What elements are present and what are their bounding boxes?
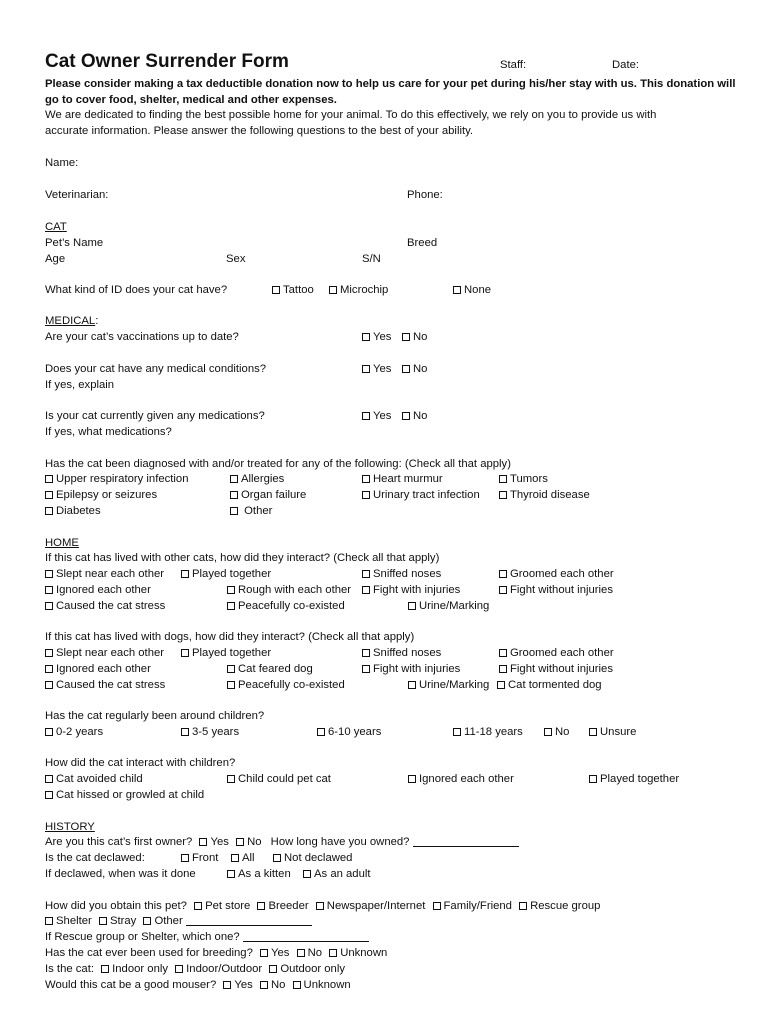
id-option-none[interactable]: None (453, 283, 491, 297)
checkbox-icon[interactable] (329, 949, 337, 957)
diag-option[interactable]: Upper respiratory infection (45, 472, 189, 486)
checkbox-icon[interactable] (45, 602, 53, 610)
cats-option[interactable]: Ignored each other (45, 583, 151, 597)
location-row (45, 962, 345, 976)
medical-section-heading: MEDICAL: (45, 315, 99, 327)
checkbox-icon[interactable] (231, 854, 239, 862)
checkbox-icon[interactable] (453, 728, 461, 736)
checkbox-icon[interactable] (362, 491, 370, 499)
form-title: Cat Owner Surrender Form (45, 51, 289, 72)
checkbox-icon[interactable] (45, 917, 53, 925)
age-label: Age (45, 253, 66, 265)
cats-option[interactable]: Sniffed noses (362, 567, 441, 581)
checkbox-icon[interactable] (257, 902, 265, 910)
checkbox-icon[interactable] (362, 412, 370, 420)
dogs-option[interactable]: Fight without injuries (499, 662, 613, 676)
checkbox-icon[interactable] (273, 854, 281, 862)
checkbox-icon[interactable] (589, 728, 597, 736)
dogs-option[interactable]: Groomed each other (499, 646, 614, 660)
checkbox-icon[interactable] (45, 570, 53, 578)
checkbox-icon[interactable] (499, 665, 507, 673)
dogs-option[interactable]: Sniffed noses (362, 646, 441, 660)
checkbox-icon[interactable] (453, 286, 461, 294)
checkbox-icon[interactable] (45, 586, 53, 594)
declawed-option[interactable]: Not declawed (273, 851, 352, 865)
children-option[interactable]: 3-5 years (181, 725, 239, 739)
obtain-option[interactable]: Breeder (268, 900, 309, 912)
interact-option[interactable]: Cat avoided child (45, 772, 143, 786)
mouser-no[interactable]: No (270, 979, 286, 991)
obtain-option[interactable]: Shelter (56, 915, 92, 927)
breed-label: Breed (407, 237, 438, 249)
checkbox-icon[interactable] (143, 917, 151, 925)
name-label: Name: (45, 157, 79, 169)
sex-label: Sex (226, 253, 246, 265)
checkbox-icon[interactable] (230, 475, 238, 483)
checkbox-icon[interactable] (45, 728, 53, 736)
obtain-option[interactable]: Newspaper/Internet (326, 900, 426, 912)
obtain-pet-row2 (45, 914, 312, 928)
checkbox-icon[interactable] (499, 491, 507, 499)
checkbox-icon[interactable] (303, 870, 311, 878)
diag-option[interactable]: Diabetes (45, 504, 101, 518)
declawed-question: Is the cat declawed: (45, 852, 145, 864)
first-owner-row (45, 835, 519, 849)
checkbox-icon[interactable] (45, 649, 53, 657)
how-long-label: How long have you owned? (270, 836, 410, 848)
checkbox-icon[interactable] (260, 981, 268, 989)
phone-label: Phone: (407, 189, 443, 201)
cats-interaction-question: If this cat has lived with other cats, how did they interact? (Check all that apply) (45, 552, 440, 564)
conditions-explain-label: If yes, explain (45, 379, 115, 391)
checkbox-icon[interactable] (269, 965, 277, 973)
diag-option[interactable]: Tumors (499, 472, 548, 486)
dogs-option[interactable]: Fight with injuries (362, 662, 460, 676)
checkbox-icon[interactable] (45, 681, 53, 689)
diag-option[interactable]: Epilepsy or seizures (45, 488, 157, 502)
donation-notice-line2: go to cover food, shelter, medical and other expenses. (45, 94, 337, 106)
checkbox-icon[interactable] (45, 665, 53, 673)
cats-option[interactable]: Played together (181, 567, 271, 581)
cats-option[interactable]: Groomed each other (499, 567, 614, 581)
location-option[interactable]: Indoor only (112, 963, 169, 975)
veterinarian-label: Veterinarian: (45, 189, 109, 201)
how-long-input[interactable] (413, 835, 519, 847)
mouser-yes[interactable]: Yes (234, 979, 253, 991)
checkbox-icon[interactable] (329, 286, 337, 294)
checkbox-icon[interactable] (362, 365, 370, 373)
breeding-question: Has the cat ever been used for breeding? (45, 947, 253, 959)
checkbox-icon[interactable] (227, 870, 235, 878)
intro-line3: We are dedicated to finding the best possible home for your animal. To do this effectively, we rely on you to provide us with (45, 109, 657, 121)
diag-option[interactable]: Organ failure (230, 488, 306, 502)
donation-notice-line1: Please consider making a tax deductible donation now to help us care for your pet during his/her stay with us. This donation will (45, 78, 736, 90)
diag-option[interactable]: Allergies (230, 472, 284, 486)
cats-option[interactable]: Rough with each other (227, 583, 351, 597)
checkbox-icon[interactable] (45, 507, 53, 515)
checkbox-icon[interactable] (408, 602, 416, 610)
checkbox-icon[interactable] (181, 649, 189, 657)
children-option[interactable]: Unsure (589, 725, 636, 739)
checkbox-icon[interactable] (497, 681, 505, 689)
children-option[interactable]: 6-10 years (317, 725, 381, 739)
rescue-row (45, 930, 369, 944)
breeding-unknown[interactable]: Unknown (340, 947, 388, 959)
id-option-microchip[interactable]: Microchip (329, 283, 388, 297)
first-owner-no[interactable]: No (247, 836, 262, 848)
interact-option[interactable]: Child could pet cat (227, 772, 331, 786)
checkbox-icon[interactable] (227, 665, 235, 673)
sn-label: S/N (362, 253, 381, 265)
checkbox-icon[interactable] (293, 981, 301, 989)
cats-option[interactable]: Slept near each other (45, 567, 164, 581)
dogs-option[interactable]: Cat feared dog (227, 662, 313, 676)
breeding-yes[interactable]: Yes (271, 947, 290, 959)
history-section-heading: HISTORY (45, 821, 95, 833)
location-option[interactable]: Indoor/Outdoor (186, 963, 263, 975)
children-option[interactable]: No (544, 725, 569, 739)
breeding-no[interactable]: No (307, 947, 323, 959)
conditions-no[interactable]: No (402, 362, 427, 376)
medications-yes[interactable]: Yes (362, 409, 391, 423)
interact-option[interactable]: Ignored each other (408, 772, 514, 786)
mouser-question: Would this cat be a good mouser? (45, 979, 217, 991)
dogs-option[interactable]: Urine/Marking (408, 678, 489, 692)
checkbox-icon[interactable] (227, 681, 235, 689)
checkbox-icon[interactable] (260, 949, 268, 957)
diag-option[interactable]: Other (230, 504, 272, 518)
first-owner-yes[interactable]: Yes (210, 836, 229, 848)
declawed-option[interactable]: All (231, 851, 255, 865)
cats-option[interactable]: Peacefully co-existed (227, 599, 345, 613)
checkbox-icon[interactable] (223, 981, 231, 989)
checkbox-icon[interactable] (544, 728, 552, 736)
other-input[interactable] (186, 914, 312, 926)
checkbox-icon[interactable] (272, 286, 280, 294)
checkbox-icon[interactable] (45, 791, 53, 799)
obtain-option[interactable]: Pet store (205, 900, 251, 912)
checkbox-icon[interactable] (402, 412, 410, 420)
first-owner-question: Are you this cat’s first owner? (45, 836, 193, 848)
checkbox-icon[interactable] (236, 838, 244, 846)
intro-line4: accurate information. Please answer the following questions to the best of your ability. (45, 125, 474, 137)
checkbox-icon[interactable] (199, 838, 207, 846)
checkbox-icon[interactable] (181, 570, 189, 578)
checkbox-icon[interactable] (316, 902, 324, 910)
cats-option[interactable]: Caused the cat stress (45, 599, 165, 613)
checkbox-icon[interactable] (362, 586, 370, 594)
staff-label: Staff: (500, 59, 527, 71)
checkbox-icon[interactable] (362, 570, 370, 578)
checkbox-icon[interactable] (181, 854, 189, 862)
children-option[interactable]: 11-18 years (453, 725, 523, 739)
checkbox-icon[interactable] (181, 728, 189, 736)
obtain-option[interactable]: Stray (109, 915, 137, 927)
cats-option[interactable]: Fight with injuries (362, 583, 460, 597)
when-option[interactable]: As a kitten (227, 867, 291, 881)
checkbox-icon[interactable] (589, 775, 597, 783)
vaccinations-no[interactable]: No (402, 330, 427, 344)
checkbox-icon[interactable] (227, 586, 235, 594)
id-question: What kind of ID does your cat have? (45, 284, 228, 296)
checkbox-icon[interactable] (408, 681, 416, 689)
checkbox-icon[interactable] (499, 586, 507, 594)
dogs-option[interactable]: Peacefully co-existed (227, 678, 345, 692)
obtain-option[interactable]: Rescue group (530, 900, 601, 912)
dogs-option[interactable]: Slept near each other (45, 646, 164, 660)
when-declawed-question: If declawed, when was it done (45, 868, 196, 880)
checkbox-icon[interactable] (297, 949, 305, 957)
location-question: Is the cat: (45, 963, 94, 975)
checkbox-icon[interactable] (362, 333, 370, 341)
checkbox-icon[interactable] (101, 965, 109, 973)
checkbox-icon[interactable] (362, 649, 370, 657)
location-option[interactable]: Outdoor only (280, 963, 345, 975)
date-label: Date: (612, 59, 640, 71)
diag-option[interactable]: Urinary tract infection (362, 488, 480, 502)
medications-explain-label: If yes, what medications? (45, 426, 172, 438)
checkbox-icon[interactable] (45, 475, 53, 483)
declawed-option[interactable]: Front (181, 851, 218, 865)
checkbox-icon[interactable] (227, 602, 235, 610)
pet-name-label: Pet’s Name (45, 237, 104, 249)
checkbox-icon[interactable] (317, 728, 325, 736)
interact-option[interactable]: Cat hissed or growled at child (45, 788, 204, 802)
checkbox-icon[interactable] (499, 570, 507, 578)
conditions-yes[interactable]: Yes (362, 362, 391, 376)
rescue-input[interactable] (243, 930, 369, 942)
when-option[interactable]: As an adult (303, 867, 371, 881)
conditions-question: Does your cat have any medical conditions? (45, 363, 267, 375)
children-option[interactable]: 0-2 years (45, 725, 103, 739)
diag-option[interactable]: Heart murmur (362, 472, 443, 486)
breeding-row (45, 946, 387, 960)
id-option-tattoo[interactable]: Tattoo (272, 283, 314, 297)
interact-option[interactable]: Played together (589, 772, 679, 786)
dogs-option[interactable]: Ignored each other (45, 662, 151, 676)
checkbox-icon[interactable] (99, 917, 107, 925)
vaccinations-yes[interactable]: Yes (362, 330, 391, 344)
medications-question: Is your cat currently given any medications? (45, 410, 265, 422)
checkbox-icon[interactable] (45, 491, 53, 499)
checkbox-icon[interactable] (227, 775, 235, 783)
vaccinations-question: Are your cat’s vaccinations up to date? (45, 331, 239, 343)
medications-no[interactable]: No (402, 409, 427, 423)
mouser-row (45, 978, 351, 992)
checkbox-icon[interactable] (433, 902, 441, 910)
checkbox-icon[interactable] (230, 491, 238, 499)
checkbox-icon[interactable] (402, 333, 410, 341)
checkbox-icon[interactable] (499, 649, 507, 657)
checkbox-icon[interactable] (519, 902, 527, 910)
checkbox-icon[interactable] (499, 475, 507, 483)
checkbox-icon[interactable] (362, 665, 370, 673)
obtain-option[interactable]: Other (154, 915, 183, 927)
diag-option[interactable]: Thyroid disease (499, 488, 590, 502)
checkbox-icon[interactable] (402, 365, 410, 373)
checkbox-icon[interactable] (194, 902, 202, 910)
checkbox-icon[interactable] (175, 965, 183, 973)
diagnosis-question: Has the cat been diagnosed with and/or treated for any of the following: (Check all that apply) (45, 458, 511, 470)
dogs-interaction-question: If this cat has lived with dogs, how did they interact? (Check all that apply) (45, 631, 415, 643)
obtain-pet-question: How did you obtain this pet? (45, 900, 187, 912)
cat-section-heading: CAT (45, 221, 67, 233)
dogs-option[interactable]: Played together (181, 646, 271, 660)
checkbox-icon[interactable] (408, 775, 416, 783)
cats-option[interactable]: Urine/Marking (408, 599, 489, 613)
home-section-heading: HOME (45, 537, 79, 549)
obtain-option[interactable]: Family/Friend (443, 900, 512, 912)
rescue-question: If Rescue group or Shelter, which one? (45, 931, 240, 943)
obtain-pet-row (45, 899, 600, 913)
mouser-unknown[interactable]: Unknown (303, 979, 351, 991)
checkbox-icon[interactable] (362, 475, 370, 483)
checkbox-icon[interactable] (230, 507, 238, 515)
children-interaction-question: How did the cat interact with children? (45, 757, 236, 769)
children-question: Has the cat regularly been around children? (45, 710, 265, 722)
cats-option[interactable]: Fight without injuries (499, 583, 613, 597)
dogs-option[interactable]: Cat tormented dog (497, 678, 602, 692)
dogs-option[interactable]: Caused the cat stress (45, 678, 165, 692)
checkbox-icon[interactable] (45, 775, 53, 783)
